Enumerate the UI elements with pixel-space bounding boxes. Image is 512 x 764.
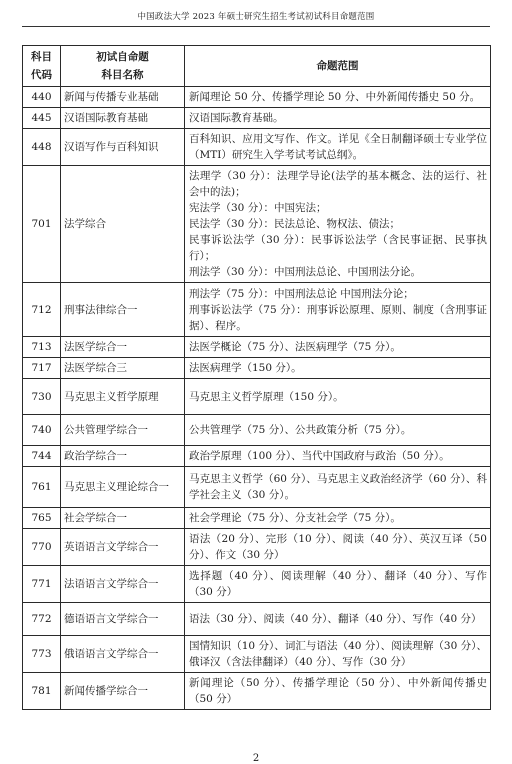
subject-code: 740 [23, 415, 61, 446]
scope-line: 国情知识（10 分）、词汇与语法（40 分）、阅读理解（30 分）、俄译汉（含法律翻译）（40 分）、写作（30 分） [189, 640, 487, 668]
table-body [23, 87, 491, 710]
subject-code: 448 [23, 129, 61, 166]
scope-line: 民事诉讼法学（30 分）：民事诉讼法学（含民事证据、民事执行）； [189, 234, 487, 262]
subject-name: 政治学综合一 [61, 446, 185, 467]
scope-line: 语法（20 分）、完形（10 分）、阅读（40 分）、英汉互译（50 分）、作文（30 分） [189, 533, 487, 561]
subject-code: 440 [23, 87, 61, 108]
header-name: 初试自命题 科目名称 [61, 46, 185, 87]
table-header-row [23, 46, 491, 87]
scope-line: 选择题（40 分）、阅读理解（40 分）、翻译（40 分）、写作（30 分） [189, 570, 487, 598]
subject-name: 德语语言文学综合一 [61, 603, 185, 636]
scope-line: 马克思主义哲学（60 分）、马克思主义政治经济学（60 分）、科学社会主义（30 分）。 [189, 473, 487, 501]
exam-scope [185, 337, 491, 358]
exam-scope [185, 467, 491, 508]
exam-scope [185, 358, 491, 379]
table-row [23, 636, 491, 673]
table-row [23, 446, 491, 467]
table-row [23, 87, 491, 108]
scope-line: 民法学（30 分）：民法总论、物权法、债法； [189, 218, 400, 230]
exam-scope [185, 129, 491, 166]
subject-name: 法语语言文学综合一 [61, 566, 185, 603]
subject-code: 717 [23, 358, 61, 379]
scope-line: 刑法学（30 分）：中国刑法总论、中国刑法分论。 [189, 266, 421, 278]
exam-scope-table [22, 45, 491, 710]
subject-code: 771 [23, 566, 61, 603]
subject-name: 马克思主义理论综合一 [61, 467, 185, 508]
scope-line: 刑事诉讼法学（75 分）：刑事诉讼原理、原则、制度（含刑事证据）、程序。 [189, 303, 487, 332]
exam-scope [185, 603, 491, 636]
exam-scope [185, 108, 491, 129]
scope-line: 宪法学（30 分）：中国宪法； [189, 202, 327, 214]
subject-name: 法医学综合一 [61, 337, 185, 358]
subject-code: 445 [23, 108, 61, 129]
scope-line: 新闻理论 50 分、传播学理论 50 分、中外新闻传播史 50 分。 [189, 91, 481, 103]
subject-name: 新闻传播学综合一 [61, 673, 185, 710]
table-row [23, 379, 491, 415]
header-scope: 命题范围 [185, 46, 491, 87]
exam-scope [185, 636, 491, 673]
scope-line: 新闻理论（50 分）、传播学理论（50 分）、中外新闻传播史（50 分） [189, 677, 487, 705]
subject-code: 744 [23, 446, 61, 467]
table-row [23, 603, 491, 636]
exam-scope [185, 379, 491, 415]
exam-scope [185, 529, 491, 566]
scope-line: 汉语国际教育基础。 [189, 112, 284, 124]
subject-name: 汉语国际教育基础 [61, 108, 185, 129]
subject-code: 712 [23, 283, 61, 337]
subject-name: 汉语写作与百科知识 [61, 129, 185, 166]
table-row [23, 673, 491, 710]
subject-name: 英语语言文学综合一 [61, 529, 185, 566]
subject-code: 781 [23, 673, 61, 710]
table-row [23, 415, 491, 446]
exam-scope [185, 566, 491, 603]
subject-name: 刑事法律综合一 [61, 283, 185, 337]
subject-code: 770 [23, 529, 61, 566]
exam-scope [185, 508, 491, 529]
scope-line: 法理学（30 分）：法理学导论(法学的基本概念、法的运行、社会中的法)； [189, 170, 487, 198]
scope-line: 法医学概论（75 分）、法医病理学（75 分）。 [189, 341, 401, 353]
subject-code: 761 [23, 467, 61, 508]
table-row [23, 166, 491, 283]
table-row [23, 508, 491, 529]
table-row [23, 129, 491, 166]
table-row [23, 283, 491, 337]
subject-name: 法医学综合三 [61, 358, 185, 379]
table-row [23, 108, 491, 129]
scope-line: 百科知识、应用文写作、作文。详见《全日制翻译硕士专业学位（MTI）研究生入学考试考试总纲》。 [189, 133, 487, 161]
scope-line: 马克思主义哲学原理（150 分）。 [189, 390, 344, 403]
table-row [23, 529, 491, 566]
header-code: 科目 代码 [23, 46, 61, 87]
scope-line: 政治学原理（100 分）、当代中国政府与政治（50 分）。 [189, 450, 450, 462]
header-rule [22, 26, 490, 27]
subject-name: 俄语语言文学综合一 [61, 636, 185, 673]
scope-line: 法医病理学（150 分）。 [189, 362, 302, 374]
exam-scope [185, 446, 491, 467]
table-row [23, 467, 491, 508]
scope-line: 刑法学（75 分）：中国刑法总论 中国刑法分论； [189, 287, 414, 300]
page-number: 2 [252, 753, 260, 764]
exam-scope [185, 87, 491, 108]
scope-line: 公共管理学（75 分）、公共政策分析（75 分）。 [189, 424, 412, 436]
subject-code: 772 [23, 603, 61, 636]
subject-code: 765 [23, 508, 61, 529]
table-row [23, 358, 491, 379]
subject-name: 新闻与传播专业基础 [61, 87, 185, 108]
subject-name: 马克思主义哲学原理 [61, 379, 185, 415]
subject-name: 法学综合 [61, 166, 185, 283]
subject-name: 公共管理学综合一 [61, 415, 185, 446]
exam-scope [185, 673, 491, 710]
table-row [23, 337, 491, 358]
table-row [23, 566, 491, 603]
exam-scope [185, 283, 491, 337]
subject-code: 773 [23, 636, 61, 673]
scope-line: 语法（30 分）、阅读（40 分）、翻译（40 分）、写作（40 分） [189, 613, 482, 625]
subject-code: 713 [23, 337, 61, 358]
subject-name: 社会学综合一 [61, 508, 185, 529]
subject-code: 701 [23, 166, 61, 283]
scope-line: 社会学理论（75 分）、分支社会学（75 分）。 [189, 512, 401, 524]
exam-scope [185, 166, 491, 283]
subject-code: 730 [23, 379, 61, 415]
document-header: 中国政法大学 2023 年硕士研究生招生考试初试科目命题范围 [137, 12, 375, 22]
exam-scope [185, 415, 491, 446]
